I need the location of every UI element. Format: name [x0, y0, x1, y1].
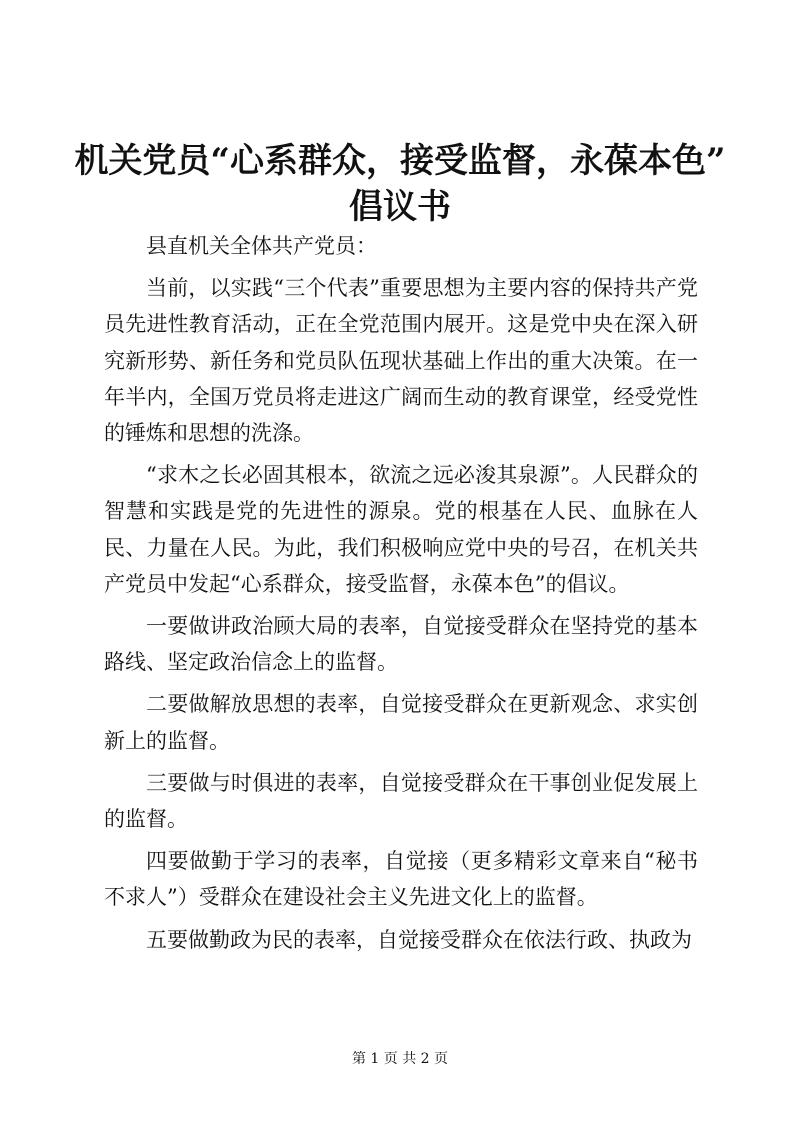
paragraph: 四要做勤于学习的表率，自觉接（更多精彩文章来自“秘书不求人”）受群众在建设社会主义先进文化上的监督。 [104, 849, 698, 910]
paragraph: 三要做与时俱进的表率，自觉接受群众在干事创业促发展上的监督。 [104, 770, 698, 832]
paragraph: 当前，以实践“三个代表”重要思想为主要内容的保持共产党员先进性教育活动，正在全党范围内展开。这是党中央在深入研究新形势、新任务和党员队伍现状基础上作出的重大决策。在一年半内，全国万党员将走进这广阔而生动的教育课堂，经受党性的锤炼和思想的洗涤。 [104, 276, 698, 446]
paragraph: 二要做解放思想的表率，自觉接受群众在更新观念、求实创新上的监督。 [104, 692, 698, 753]
paragraph: 一要做讲政治顾大局的表率，自觉接受群众在坚持党的基本路线、坚定政治信念上的监督。 [104, 614, 698, 675]
salutation: 县直机关全体共产党员： [146, 234, 377, 258]
document-body [104, 228, 698, 964]
page-footer: 第 1 页 共 2 页 [351, 1051, 449, 1067]
paragraph: 五要做勤政为民的表率，自觉接受群众在依法行政、执政为 [146, 927, 692, 952]
title-line-1: 机关党员“心系群众，接受监督，永葆本色” [74, 141, 726, 181]
document-title [60, 138, 740, 230]
paragraph: “求木之长必固其根本，欲流之远必浚其泉源”。人民群众的智慧和实践是党的先进性的源泉。党的根基在人民、血脉在人民、力量在人民。为此，我们积极响应党中央的号召，在机关共产党员中发起“心系群众，接受监督，永葆本色”的倡议。 [104, 463, 698, 596]
title-line-2: 倡议书 [349, 187, 451, 227]
